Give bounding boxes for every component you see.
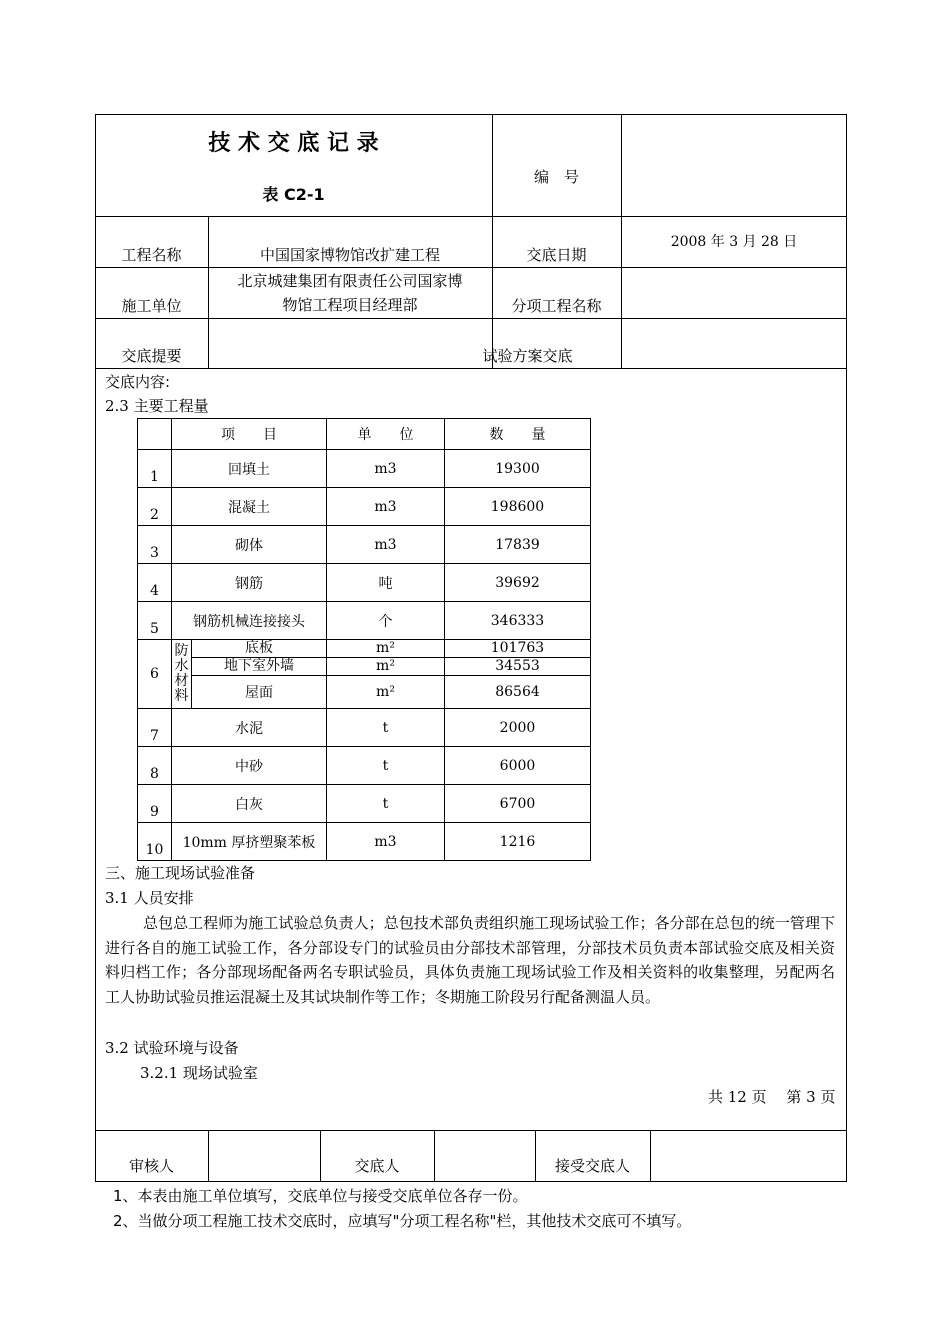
table-row xyxy=(138,747,591,785)
unit-value-line2: 物馆工程项目经理部 xyxy=(282,296,418,314)
row-no: 6 xyxy=(138,640,172,709)
row-unit: t xyxy=(327,709,445,747)
content-label: 交底内容: xyxy=(105,373,171,391)
row-qty: 1216 xyxy=(445,823,591,861)
grid-line xyxy=(208,1130,209,1182)
row-no: 3 xyxy=(138,526,172,564)
row-item: 白灰 xyxy=(172,785,327,823)
number-label: 编 号 xyxy=(533,168,579,186)
row-qty: 101763 xyxy=(445,640,591,658)
col-header-no xyxy=(138,419,172,450)
row-item: 钢筋机械连接接头 xyxy=(172,602,327,640)
row-unit: 个 xyxy=(327,602,445,640)
grid-line xyxy=(650,1130,651,1182)
row-unit: t xyxy=(327,785,445,823)
personnel-paragraph: 总包总工程师为施工试验总负责人；总包技术部负责组织施工现场试验工作；各分部在总包的统一管理下进行各自的施工试验工作，各分部设专门的试验员由分部技术部管理，分部技术员负责本部试验交底及相关资料归档工作；各分部现场配备两名专职试验员，具体负责施工现场试验工作及相关资料的收集整理，另配两名工人协助试验员推运混凝土及其试块制作等工作；冬期施工阶段另行配备测温人员。 xyxy=(105,914,835,1006)
section-3: 三、施工现场试验准备 xyxy=(105,864,256,882)
section-3-1: 3.1 人员安排 xyxy=(105,889,194,907)
row-item: 水泥 xyxy=(172,709,327,747)
row-unit: m² xyxy=(327,640,445,658)
grid-line xyxy=(434,1130,435,1182)
table-row-waterproof xyxy=(138,658,591,676)
row-qty: 34553 xyxy=(445,658,591,676)
row-qty: 198600 xyxy=(445,488,591,526)
reviewer-label: 审核人 xyxy=(128,1157,174,1175)
presenter-label: 交底人 xyxy=(354,1157,400,1175)
row-item: 砌体 xyxy=(172,526,327,564)
grid-line xyxy=(95,368,847,369)
grid-line xyxy=(95,267,847,268)
table-row xyxy=(138,602,591,640)
receiver-label: 接受交底人 xyxy=(554,1157,630,1175)
grid-line xyxy=(208,216,209,368)
row-item: 屋面 xyxy=(192,676,327,709)
table-row xyxy=(138,785,591,823)
grid-line xyxy=(95,216,847,217)
row-no: 9 xyxy=(138,785,172,823)
row-qty: 6700 xyxy=(445,785,591,823)
row-unit: m² xyxy=(327,658,445,676)
row-no: 7 xyxy=(138,709,172,747)
col-header-item: 项 目 xyxy=(172,419,327,450)
col-header-qty: 数 量 xyxy=(445,419,591,450)
project-name-value: 中国国家博物馆改扩建工程 xyxy=(259,246,440,264)
form-number: 表 C2-1 xyxy=(262,185,325,204)
form-title: 技 术 交 底 记 录 xyxy=(208,131,379,156)
row-qty: 86564 xyxy=(445,676,591,709)
col-header-unit: 单 位 xyxy=(327,419,445,450)
row-unit: m3 xyxy=(327,450,445,488)
note-2: 2、当做分项工程施工技术交底时，应填写"分项工程名称"栏，其他技术交底可不填写。 xyxy=(113,1212,692,1230)
row-qty: 346333 xyxy=(445,602,591,640)
project-name-label: 工程名称 xyxy=(121,246,182,264)
row-qty: 17839 xyxy=(445,526,591,564)
table-row xyxy=(138,564,591,602)
table-row xyxy=(138,823,591,861)
row-item: 地下室外墙 xyxy=(192,658,327,676)
row-unit: 吨 xyxy=(327,564,445,602)
row-unit: t xyxy=(327,747,445,785)
row-qty: 19300 xyxy=(445,450,591,488)
row-qty: 6000 xyxy=(445,747,591,785)
row-unit: m3 xyxy=(327,526,445,564)
section-2-3: 2.3 主要工程量 xyxy=(105,397,209,415)
row-no: 8 xyxy=(138,747,172,785)
grid-line xyxy=(492,114,493,368)
date-value: 2008 年 3 月 28 日 xyxy=(670,234,798,250)
row-item: 10mm 厚挤塑聚苯板 xyxy=(172,823,327,861)
row-item: 回填土 xyxy=(172,450,327,488)
row-no: 1 xyxy=(138,450,172,488)
page-info: 共 12 页 第 3 页 xyxy=(708,1088,836,1106)
row-unit: m3 xyxy=(327,823,445,861)
note-1: 1、本表由施工单位填写，交底单位与接受交底单位各存一份。 xyxy=(113,1187,528,1205)
row-qty: 2000 xyxy=(445,709,591,747)
section-3-2: 3.2 试验环境与设备 xyxy=(105,1039,239,1057)
grid-line xyxy=(95,318,847,319)
row-no: 10 xyxy=(138,823,172,861)
table-row xyxy=(138,526,591,564)
row-item: 中砂 xyxy=(172,747,327,785)
summary-label: 交底提要 xyxy=(121,347,182,365)
table-row xyxy=(138,450,591,488)
table-row xyxy=(138,488,591,526)
quantity-table xyxy=(137,418,591,861)
row-qty: 39692 xyxy=(445,564,591,602)
unit-value-line1: 北京城建集团有限责任公司国家博 xyxy=(237,272,463,290)
row-no: 2 xyxy=(138,488,172,526)
table-row-waterproof xyxy=(138,676,591,709)
section-3-2-1: 3.2.1 现场试验室 xyxy=(140,1064,258,1082)
table-row-waterproof xyxy=(138,640,591,658)
row-item: 底板 xyxy=(192,640,327,658)
row-no: 4 xyxy=(138,564,172,602)
row-unit: m3 xyxy=(327,488,445,526)
unit-label: 施工单位 xyxy=(121,297,182,315)
row-item: 混凝土 xyxy=(172,488,327,526)
summary-value: 试验方案交底 xyxy=(482,347,573,365)
date-label: 交底日期 xyxy=(526,246,587,264)
row-no: 5 xyxy=(138,602,172,640)
table-row xyxy=(138,709,591,747)
subproject-label: 分项工程名称 xyxy=(511,297,602,315)
row-unit: m² xyxy=(327,676,445,709)
row-item: 钢筋 xyxy=(172,564,327,602)
waterproof-group-label: 防 水 材 料 xyxy=(172,640,192,709)
